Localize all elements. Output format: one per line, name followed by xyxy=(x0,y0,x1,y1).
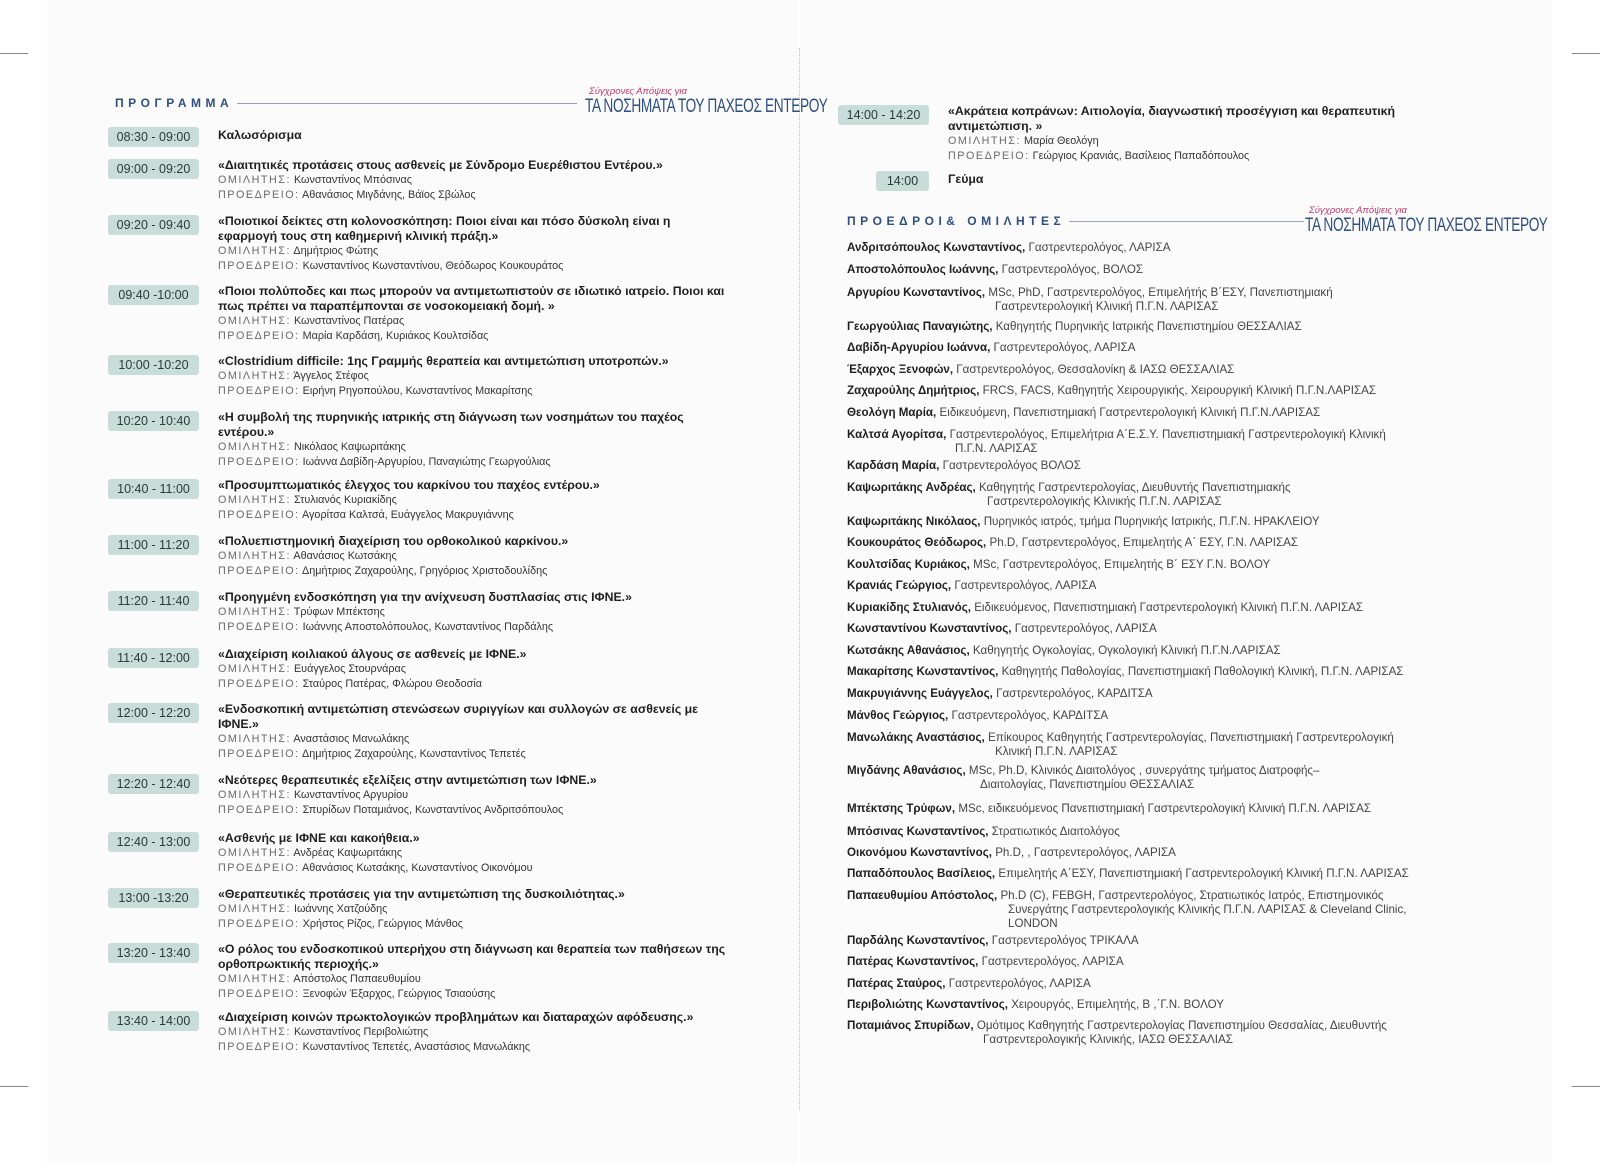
chair-label: ΠΡΟΕΔΡΕΙΟ: xyxy=(948,150,1030,162)
chair-label: ΠΡΟΕΔΡΕΙΟ: xyxy=(218,862,300,874)
program-slot xyxy=(108,534,728,590)
person-name: Κωνσταντίνου Κωνσταντίνος, xyxy=(847,622,1012,635)
person-name: Ζαχαρούλης Δημήτριος, xyxy=(847,384,980,397)
page-fold xyxy=(799,48,800,1110)
person-desc: Γαστρεντερολόγος ΤΡΙΚΑΛΑ xyxy=(991,934,1139,947)
chair-label: ΠΡΟΕΔΡΕΙΟ: xyxy=(218,918,300,930)
logo-subtitle: Σύγχρονες Απόψεις για xyxy=(589,86,687,97)
program-slot xyxy=(108,887,728,942)
person-desc: Γαστρεντερολόγος, ΛΑΡΙΣΑ xyxy=(993,341,1136,354)
person-desc: Ph.D, , Γαστρεντερολόγος, ΛΑΡΙΣΑ xyxy=(995,846,1176,859)
list-item xyxy=(847,867,1487,889)
crop-mark xyxy=(1572,1086,1600,1087)
slot-chairs xyxy=(218,987,728,1002)
person-desc: Γαστρεντερολόγος, ΛΑΡΙΣΑ xyxy=(1028,241,1171,254)
slot-speaker xyxy=(218,173,728,188)
list-item xyxy=(847,764,1487,802)
crop-mark xyxy=(0,53,28,54)
person-name: Μπόσινας Κωνσταντίνος, xyxy=(847,825,989,838)
speaker-label: ΟΜΙΛΗΤΗΣ: xyxy=(218,1026,291,1038)
person-name: Περιβολιώτης Κωνσταντίνος, xyxy=(847,998,1008,1011)
list-item xyxy=(847,263,1487,286)
person-desc-cont: Διαιτολογίας, Πανεπιστημίου ΘΕΣΣΑΛΙΑΣ xyxy=(980,778,1195,791)
person-name: Έξαρχος Ξενοφών, xyxy=(847,363,954,376)
chair-names: Ξενοφών Έξαρχος, Γεώργιος Τσιαούσης xyxy=(302,988,496,1000)
list-item xyxy=(847,481,1487,515)
person-desc: Επιμελητής Α΄ΕΣΥ, Πανεπιστημιακή Γαστρεντερολογική Κλινική Π.Γ.Ν. ΛΑΡΙΣΑΣ xyxy=(998,867,1409,880)
slot-time: 13:00 -13:20 xyxy=(108,888,199,908)
logo-subtitle: Σύγχρονες Απόψεις για xyxy=(1309,205,1407,216)
person-name: Πατέρας Κωνσταντίνος, xyxy=(847,955,979,968)
program-slot xyxy=(108,590,728,647)
person-desc: Γαστρεντερολόγος ΒΟΛΟΣ xyxy=(942,459,1081,472)
slot-time: 12:00 - 12:20 xyxy=(108,703,199,723)
speaker-label: ΟΜΙΛΗΤΗΣ: xyxy=(218,973,291,985)
program-slot xyxy=(108,284,728,354)
chair-names: Κωνσταντίνος Τεπετές, Αναστάσιος Μανωλάκης xyxy=(302,1041,531,1053)
speaker-label: ΟΜΙΛΗΤΗΣ: xyxy=(218,550,291,562)
speaker-name: Ιωάννης Χατζούδης xyxy=(293,903,388,915)
list-item xyxy=(847,558,1487,579)
list-item xyxy=(847,341,1487,363)
chair-label: ΠΡΟΕΔΡΕΙΟ: xyxy=(218,385,300,397)
slot-time: 12:20 - 12:40 xyxy=(108,774,199,794)
list-item xyxy=(847,687,1487,709)
person-name: Ποταμιάνος Σπυρίδων, xyxy=(847,1019,974,1032)
slot-speaker xyxy=(218,788,728,803)
slot-time: 14:00 xyxy=(876,171,929,191)
slot-chairs xyxy=(218,188,728,203)
list-item xyxy=(847,665,1487,687)
speaker-name: Αθανάσιος Κωτσάκης xyxy=(293,550,397,562)
slot-time: 12:40 - 13:00 xyxy=(108,832,199,852)
slot-topic: «Διαχείριση κοινών πρωκτολογικών προβλημάτων και διαταραχών αφόδευσης.» xyxy=(218,1010,694,1024)
slot-time: 08:30 - 09:00 xyxy=(108,127,199,147)
slot-topic: «Ο ρόλος του ενδοσκοπικού υπερήχου στη διάγνωση και θεραπεία των παθήσεων της ορθοπρωκτικής περιοχής.» xyxy=(218,942,726,971)
speaker-name: Ευάγγελος Στουρνάρας xyxy=(293,663,406,675)
person-desc: MSc, ειδικευόμενος Πανεπιστημιακή Γαστρεντερολογική Κλινική Π.Γ.Ν. ΛΑΡΙΣΑΣ xyxy=(958,802,1372,815)
speaker-label: ΟΜΙΛΗΤΗΣ: xyxy=(218,315,291,327)
slot-chairs xyxy=(218,564,728,579)
chair-label: ΠΡΟΕΔΡΕΙΟ: xyxy=(218,678,300,690)
list-item xyxy=(847,601,1487,622)
person-desc: Γαστρεντερολόγος, ΛΑΡΙΣΑ xyxy=(981,955,1124,968)
slot-chairs xyxy=(948,149,1478,164)
slot-chairs xyxy=(218,455,728,470)
list-item xyxy=(847,320,1487,341)
speaker-label: ΟΜΙΛΗΤΗΣ: xyxy=(218,494,291,506)
slot-speaker xyxy=(218,732,728,747)
chair-label: ΠΡΟΕΔΡΕΙΟ: xyxy=(218,988,300,1000)
crop-mark xyxy=(0,1086,28,1087)
slot-topic: «Πολυεπιστημονική διαχείριση του ορθοκολικού καρκίνου.» xyxy=(218,534,569,548)
person-desc: Γαστρεντερολόγος, ΛΑΡΙΣΑ xyxy=(1014,622,1157,635)
slot-topic: «Clostridium difficile: 1ης Γραμμής θεραπεία και αντιμετώπιση υποτροπών.» xyxy=(218,354,669,368)
person-name: Μακρυγιάννης Ευάγγελος, xyxy=(847,687,993,700)
slot-topic: «Ακράτεια κοπράνων: Αιτιολογία, διαγνωστική προσέγγιση και θεραπευτική αντιμετώπιση. » xyxy=(948,104,1396,133)
person-desc: Χειρουργός, Επιμελητής, Β ,΄Γ.Ν. ΒΟΛΟΥ xyxy=(1011,998,1224,1011)
chair-names: Δημήτριος Ζαχαρούλης, Κωνσταντίνος Τεπετές xyxy=(302,748,526,760)
chair-label: ΠΡΟΕΔΡΕΙΟ: xyxy=(218,1041,300,1053)
person-name: Παρδάλης Κωνσταντίνος, xyxy=(847,934,989,947)
speaker-name: Απόστολος Παπαευθυμίου xyxy=(293,973,421,985)
program-slot xyxy=(108,214,728,284)
slot-topic: «Η συμβολή της πυρηνικής ιατρικής στη διάγνωση των νοσημάτων του παχέος εντέρου.» xyxy=(218,410,684,439)
list-item xyxy=(847,459,1487,481)
speaker-name: Ανδρέας Καψωριτάκης xyxy=(293,847,403,859)
person-name: Παπαευθυμίου Απόστολος, xyxy=(847,889,998,902)
person-desc: Πυρηνικός ιατρός, τμήμα Πυρηνικής Ιατρικής, Π.Γ.Ν. ΗΡΑΚΛΕΙΟΥ xyxy=(983,515,1320,528)
list-item xyxy=(847,934,1487,955)
chair-names: Κωνσταντίνος Κωνσταντίνου, Θεόδωρος Κουκουράτος xyxy=(302,260,564,272)
person-name: Μάνθος Γεώργιος, xyxy=(847,709,949,722)
person-desc: Γαστρεντερολόγος, ΚΑΡΔΙΤΣΑ xyxy=(996,687,1153,700)
slot-chairs xyxy=(218,384,728,399)
chair-label: ΠΡΟΕΔΡΕΙΟ: xyxy=(218,189,300,201)
list-item xyxy=(847,644,1487,665)
chair-label: ΠΡΟΕΔΡΕΙΟ: xyxy=(218,621,300,633)
person-desc: FRCS, FACS, Καθηγητής Χειρουργικής, Χειρουργική Κλινική Π.Γ.Ν.ΛΑΡΙΣΑΣ xyxy=(982,384,1377,397)
person-desc-cont: Συνεργάτης Γαστρεντερολογικής Κλινικής Π.Γ.Ν. ΛΑΡΙΣΑΣ & Cleveland Clinic, LONDON xyxy=(1008,903,1407,930)
person-name: Ανδριτσόπουλος Κωνσταντίνος, xyxy=(847,241,1026,254)
slot-topic: «Προηγμένη ενδοσκόπηση για την ανίχνευση δυσπλασίας στις ΙΦΝΕ.» xyxy=(218,590,632,604)
slot-speaker xyxy=(948,134,1478,149)
program-continued xyxy=(838,104,1478,194)
person-desc: MSc, Ph.D, Κλινικός Διαιτολόγος , συνεργάτης τμήματος Διατροφής– xyxy=(968,764,1320,777)
slot-topic: Γεύμα xyxy=(948,172,984,186)
slot-chairs xyxy=(218,803,728,818)
slot-speaker xyxy=(218,662,728,677)
person-name: Κουλτσίδας Κυριάκος, xyxy=(847,558,970,571)
list-item xyxy=(847,286,1487,320)
slot-topic: «Ενδοσκοπική αντιμετώπιση στενώσεων συριγγίων και συλλογών σε ασθενείς με ΙΦΝΕ.» xyxy=(218,702,699,731)
chair-names: Αθανάσιος Μιγδάνης, Βάϊος Σβώλος xyxy=(302,189,476,201)
speaker-name: Στυλιανός Κυριακίδης xyxy=(293,494,397,506)
list-item xyxy=(847,515,1487,536)
speaker-name: Κωνσταντίνος Μπόσινας xyxy=(293,174,412,186)
chair-names: Χρήστος Ρίζος, Γεώργιος Μάνθος xyxy=(302,918,463,930)
slot-time: 09:20 - 09:40 xyxy=(108,215,199,235)
person-name: Μιγδάνης Αθανάσιος, xyxy=(847,764,966,777)
person-name: Θεολόγη Μαρία, xyxy=(847,406,937,419)
chair-label: ΠΡΟΕΔΡΕΙΟ: xyxy=(218,330,300,342)
slot-chairs xyxy=(218,1040,728,1055)
slot-topic: «Διαιτητικές προτάσεις στους ασθενείς με Σύνδρομο Ευερέθιστου Εντέρου.» xyxy=(218,158,663,172)
program-title: ΠΡΟΓΡΑΜΜΑ xyxy=(115,96,234,110)
chair-names: Ιωάννης Αποστολόπουλος, Κωνσταντίνος Παρδάλης xyxy=(302,621,554,633)
list-item xyxy=(847,536,1487,558)
chair-names: Ιωάννα Δαβίδη-Αργυρίου, Παναγιώτης Γεωργούλιας xyxy=(302,456,551,468)
person-desc: MSc, PhD, Γαστρεντερολόγος, Επιμελήτής Β΄ΕΣΥ, Πανεπιστημιακή xyxy=(988,286,1333,299)
program-slot xyxy=(838,170,1478,194)
slot-speaker xyxy=(218,493,728,508)
speaker-label: ΟΜΙΛΗΤΗΣ: xyxy=(218,733,291,745)
person-name: Μανωλάκης Αναστάσιος, xyxy=(847,731,985,744)
program-heading xyxy=(115,96,577,110)
slot-time: 13:40 - 14:00 xyxy=(108,1011,199,1031)
person-name: Καλτσά Αγορίτσα, xyxy=(847,428,947,441)
slot-topic: «Ποιοτικοί δείκτες στη κολονοσκόπηση: Ποιοι είναι και πόσο δύσκολη είναι η εφαρμογή τους στη καθημερινή κλινική πράξη.» xyxy=(218,214,671,243)
person-name: Κυριακίδης Στυλιανός, xyxy=(847,601,971,614)
speaker-label: ΟΜΙΛΗΤΗΣ: xyxy=(218,245,291,257)
slot-time: 09:40 -10:00 xyxy=(108,285,199,305)
person-name: Κρανιάς Γεώργιος, xyxy=(847,579,952,592)
event-logo xyxy=(1305,205,1600,237)
slot-speaker xyxy=(218,440,728,455)
slot-topic: «Θεραπευτικές προτάσεις για την αντιμετώπιση της δυσκοιλιότητας.» xyxy=(218,887,625,901)
speaker-label: ΟΜΙΛΗΤΗΣ: xyxy=(218,847,291,859)
slot-chairs xyxy=(218,329,728,344)
speaker-label: ΟΜΙΛΗΤΗΣ: xyxy=(218,606,291,618)
person-name: Καρδάση Μαρία, xyxy=(847,459,940,472)
list-item xyxy=(847,802,1487,825)
chair-names: Αγορίτσα Καλτσά, Ευάγγελος Μακρυγιάννης xyxy=(302,509,514,521)
person-desc-cont: Γαστρεντερολογικής Κλινικής, ΙΑΣΩ ΘΕΣΣΑΛΙΑΣ xyxy=(983,1033,1233,1046)
chair-label: ΠΡΟΕΔΡΕΙΟ: xyxy=(218,565,300,577)
program-slot xyxy=(108,410,728,478)
chair-names: Μαρία Καρδάση, Κυριάκος Κουλτσίδας xyxy=(302,330,489,342)
person-desc: Ειδικευόμενη, Πανεπιστημιακή Γαστρεντερολογική Κλινική Π.Γ.Ν.ΛΑΡΙΣΑΣ xyxy=(939,406,1321,419)
person-name: Αργυρίου Κωνσταντίνος, xyxy=(847,286,986,299)
chair-names: Αθανάσιος Κωτσάκης, Κωνσταντίνος Οικονόμου xyxy=(302,862,533,874)
list-item xyxy=(847,579,1487,601)
slot-speaker xyxy=(218,902,728,917)
person-desc: Ph.D, Γαστρεντερολόγος, Επιμελητής Α΄ ΕΣΥ, Γ.Ν. ΛΑΡΙΣΑΣ xyxy=(989,536,1299,549)
speaker-name: Τρύφων Μπέκτσης xyxy=(293,606,385,618)
slot-chairs xyxy=(218,259,728,274)
program-slot xyxy=(108,354,728,410)
person-desc: MSc, Γαστρεντερολόγος, Επιμελητής Β΄ ΕΣΥ Γ.Ν. ΒΟΛΟΥ xyxy=(973,558,1271,571)
program-slot xyxy=(108,158,728,214)
slot-topic: «Νεότερες θεραπευτικές εξελίξεις στην αντιμετώπιση των ΙΦΝΕ.» xyxy=(218,773,597,787)
program-slot xyxy=(108,478,728,534)
slot-speaker xyxy=(218,972,728,987)
speaker-name: Μαρία Θεολόγη xyxy=(1023,135,1099,147)
list-item xyxy=(847,1019,1487,1053)
crop-mark xyxy=(1572,53,1600,54)
person-desc: Γαστρεντερολόγος, ΒΟΛΟΣ xyxy=(1001,263,1144,276)
slot-speaker xyxy=(218,244,728,259)
people-list xyxy=(847,241,1487,1053)
speaker-name: Κωνσταντίνος Περιβολιώτης xyxy=(293,1026,429,1038)
heading-rule xyxy=(1069,221,1304,222)
person-desc: Στρατιωτικός Διαιτολόγος xyxy=(991,825,1120,838)
slot-chairs xyxy=(218,508,728,523)
person-desc: Γαστρεντερολόγος, ΛΑΡΙΣΑ xyxy=(948,977,1091,990)
speaker-name: Κωνσταντίνος Αργυρίου xyxy=(293,789,409,801)
slot-chairs xyxy=(218,861,728,876)
speaker-name: Άγγελος Στέφος xyxy=(293,370,369,382)
people-title: ΠΡΟΕΔΡΟΙ& ΟΜΙΛΗΤΕΣ xyxy=(847,214,1066,228)
person-desc-cont: Γαστρεντερολογική Κλινική Π.Γ.Ν. ΛΑΡΙΣΑΣ xyxy=(995,300,1219,313)
slot-speaker xyxy=(218,369,728,384)
chair-label: ΠΡΟΕΔΡΕΙΟ: xyxy=(218,509,300,521)
program-slot xyxy=(108,773,728,831)
heading-rule xyxy=(237,103,577,104)
person-desc-cont: Γαστρεντερολογικής Κλινικής Π.Γ.Ν. ΛΑΡΙΣΑΣ xyxy=(987,495,1222,508)
person-desc-cont: Κλινική Π.Γ.Ν. ΛΑΡΙΣΑΣ xyxy=(995,745,1118,758)
slot-chairs xyxy=(218,620,728,635)
person-desc: Καθηγητής Ογκολογίας, Ογκολογική Κλινική Π.Γ.Ν.ΛΑΡΙΣΑΣ xyxy=(972,644,1281,657)
list-item xyxy=(847,622,1487,644)
list-item xyxy=(847,825,1487,846)
speaker-label: ΟΜΙΛΗΤΗΣ: xyxy=(218,174,291,186)
slot-chairs xyxy=(218,917,728,932)
person-name: Κωτσάκης Αθανάσιος, xyxy=(847,644,970,657)
slot-topic: «Ασθενής με ΙΦΝΕ και κακοήθεια.» xyxy=(218,831,420,845)
speaker-name: Δημήτριος Φώτης xyxy=(293,245,379,257)
slot-time: 10:40 - 11:00 xyxy=(108,479,199,499)
speaker-name: Αναστάσιος Μανωλάκης xyxy=(293,733,410,745)
speaker-label: ΟΜΙΛΗΤΗΣ: xyxy=(218,441,291,453)
person-name: Μπέκτσης Τρύφων, xyxy=(847,802,956,815)
person-desc: Καθηγητής Γαστρεντερολογίας, Διευθυντής Πανεπιστημιακής xyxy=(978,481,1291,494)
list-item xyxy=(847,406,1487,428)
program-schedule xyxy=(108,126,728,1066)
person-desc: Γαστρεντερολόγος, ΚΑΡΔΙΤΣΑ xyxy=(951,709,1109,722)
slot-time: 11:40 - 12:00 xyxy=(108,648,199,668)
person-name: Μακαρίτσης Κωνσταντίνος, xyxy=(847,665,999,678)
logo-title: ΤΑ ΝΟΣΗΜΑΤΑ ΤΟΥ ΠΑΧΕΟΣ ΕΝΤΕΡΟΥ xyxy=(585,96,828,117)
person-name: Γεωργούλιας Παναγιώτης, xyxy=(847,320,993,333)
person-desc: Καθηγητής Παθολογίας, Πανεπιστημιακή Παθολογική Κλινική, Π.Γ.Ν. ΛΑΡΙΣΑΣ xyxy=(1001,665,1404,678)
slot-time: 14:00 - 14:20 xyxy=(838,105,929,125)
list-item xyxy=(847,709,1487,731)
slot-speaker xyxy=(218,846,728,861)
speaker-label: ΟΜΙΛΗΤΗΣ: xyxy=(218,903,291,915)
speaker-name: Κωνσταντίνος Πατέρας xyxy=(293,315,405,327)
person-desc: Ph.D (C), FEBGH, Γαστρεντερολόγος, Στρατιωτικός Ιατρός, Επιστημονικός xyxy=(1000,889,1384,902)
slot-time: 10:20 - 10:40 xyxy=(108,411,199,431)
speaker-label: ΟΜΙΛΗΤΗΣ: xyxy=(218,370,291,382)
list-item xyxy=(847,998,1487,1019)
program-slot xyxy=(108,647,728,702)
chair-label: ΠΡΟΕΔΡΕΙΟ: xyxy=(218,748,300,760)
list-item xyxy=(847,955,1487,977)
person-desc-cont: Π.Γ.Ν. ΛΑΡΙΣΑΣ xyxy=(955,442,1038,455)
person-name: Δαβίδη-Αργυρίου Ιωάννα, xyxy=(847,341,991,354)
slot-chairs xyxy=(218,747,728,762)
program-slot xyxy=(108,831,728,887)
person-desc: Γαστρεντερολόγος, Θεσσαλονίκη & ΙΑΣΩ ΘΕΣΣΑΛΙΑΣ xyxy=(956,363,1235,376)
person-desc: Επίκουρος Καθηγητής Γαστρεντερολογίας, Πανεπιστημιακή Γαστρεντερολογική xyxy=(987,731,1394,744)
slot-speaker xyxy=(218,549,728,564)
person-desc: Ομότιμος Καθηγητής Γαστρεντερολογίας Πανεπιστημίου Θεσσαλίας, Διευθυντής xyxy=(976,1019,1387,1032)
list-item xyxy=(847,846,1487,867)
person-name: Κουκουράτος Θεόδωρος, xyxy=(847,536,987,549)
person-name: Παπαδόπουλος Βασίλειος, xyxy=(847,867,996,880)
person-desc: Ειδικευόμενος, Πανεπιστημιακή Γαστρεντερολογική Κλινική Π.Γ.Ν. ΛΑΡΙΣΑΣ xyxy=(974,601,1364,614)
chair-label: ΠΡΟΕΔΡΕΙΟ: xyxy=(218,804,300,816)
slot-topic: «Ποιοι πολύποδες και πως μπορούν να αντιμετωπιστούν σε ιδιωτικό ιατρείο. Ποιοι και πως πρέπει να παραπέμπονται σε νοσοκομειακή δομή. » xyxy=(218,284,725,313)
program-slot xyxy=(108,942,728,1010)
program-slot xyxy=(108,126,728,158)
chair-names: Ειρήνη Ρηγοπούλου, Κωνσταντίνος Μακαρίτσης xyxy=(302,385,533,397)
chair-names: Σταύρος Πατέρας, Φλώρου Θεοδοσία xyxy=(302,678,482,690)
person-name: Καψωριτάκης Ανδρέας, xyxy=(847,481,976,494)
person-desc: Γαστρεντερολόγος, Επιμελήτρια Α΄Ε.Σ.Υ. Πανεπιστημιακή Γαστρεντερολογική Κλινική xyxy=(949,428,1386,441)
slot-topic: Καλωσόρισμα xyxy=(218,128,302,142)
chair-names: Σπυρίδων Ποταμιάνος, Κωνσταντίνος Ανδριτσόπουλος xyxy=(302,804,564,816)
speaker-label: ΟΜΙΛΗΤΗΣ: xyxy=(948,135,1021,147)
person-name: Αποστολόπουλος Ιωάννης, xyxy=(847,263,999,276)
slot-time: 09:00 - 09:20 xyxy=(108,159,199,179)
list-item xyxy=(847,363,1487,384)
chair-names: Γεώργιος Κρανιάς, Βασίλειος Παπαδόπουλος xyxy=(1032,150,1250,162)
list-item xyxy=(847,241,1487,263)
person-name: Καψωριτάκης Νικόλαος, xyxy=(847,515,981,528)
chair-names: Δημήτριος Ζαχαρούλης, Γρηγόριος Χριστοδουλίδης xyxy=(302,565,548,577)
list-item xyxy=(847,731,1487,764)
speaker-name: Νικόλαος Καψωριτάκης xyxy=(293,441,406,453)
program-slot xyxy=(108,1010,728,1066)
person-desc: Καθηγητής Πυρηνικής Ιατρικής Πανεπιστημίου ΘΕΣΣΑΛΙΑΣ xyxy=(995,320,1302,333)
slot-speaker xyxy=(218,605,728,620)
people-heading xyxy=(847,214,1304,228)
slot-time: 11:20 - 11:40 xyxy=(108,591,199,611)
person-name: Οικονόμου Κωνσταντίνος, xyxy=(847,846,992,859)
list-item xyxy=(847,977,1487,998)
slot-time: 10:00 -10:20 xyxy=(108,355,199,375)
program-slot xyxy=(838,104,1478,170)
chair-label: ΠΡΟΕΔΡΕΙΟ: xyxy=(218,260,300,272)
slot-time: 13:20 - 13:40 xyxy=(108,943,199,963)
slot-time: 11:00 - 11:20 xyxy=(108,535,199,555)
slot-chairs xyxy=(218,677,728,692)
slot-topic: «Διαχείριση κοιλιακού άλγους σε ασθενείς με ΙΦΝΕ.» xyxy=(218,647,527,661)
person-desc: Γαστρεντερολόγος, ΛΑΡΙΣΑ xyxy=(954,579,1097,592)
list-item xyxy=(847,889,1487,934)
chair-label: ΠΡΟΕΔΡΕΙΟ: xyxy=(218,456,300,468)
logo-title: ΤΑ ΝΟΣΗΜΑΤΑ ΤΟΥ ΠΑΧΕΟΣ ΕΝΤΕΡΟΥ xyxy=(1305,215,1548,236)
speaker-label: ΟΜΙΛΗΤΗΣ: xyxy=(218,663,291,675)
person-name: Πατέρας Σταύρος, xyxy=(847,977,946,990)
slot-topic: «Προσυμπτωματικός έλεγχος του καρκίνου του παχέος εντέρου.» xyxy=(218,478,600,492)
speaker-label: ΟΜΙΛΗΤΗΣ: xyxy=(218,789,291,801)
list-item xyxy=(847,428,1487,459)
slot-speaker xyxy=(218,1025,728,1040)
program-slot xyxy=(108,702,728,773)
slot-speaker xyxy=(218,314,728,329)
list-item xyxy=(847,384,1487,406)
